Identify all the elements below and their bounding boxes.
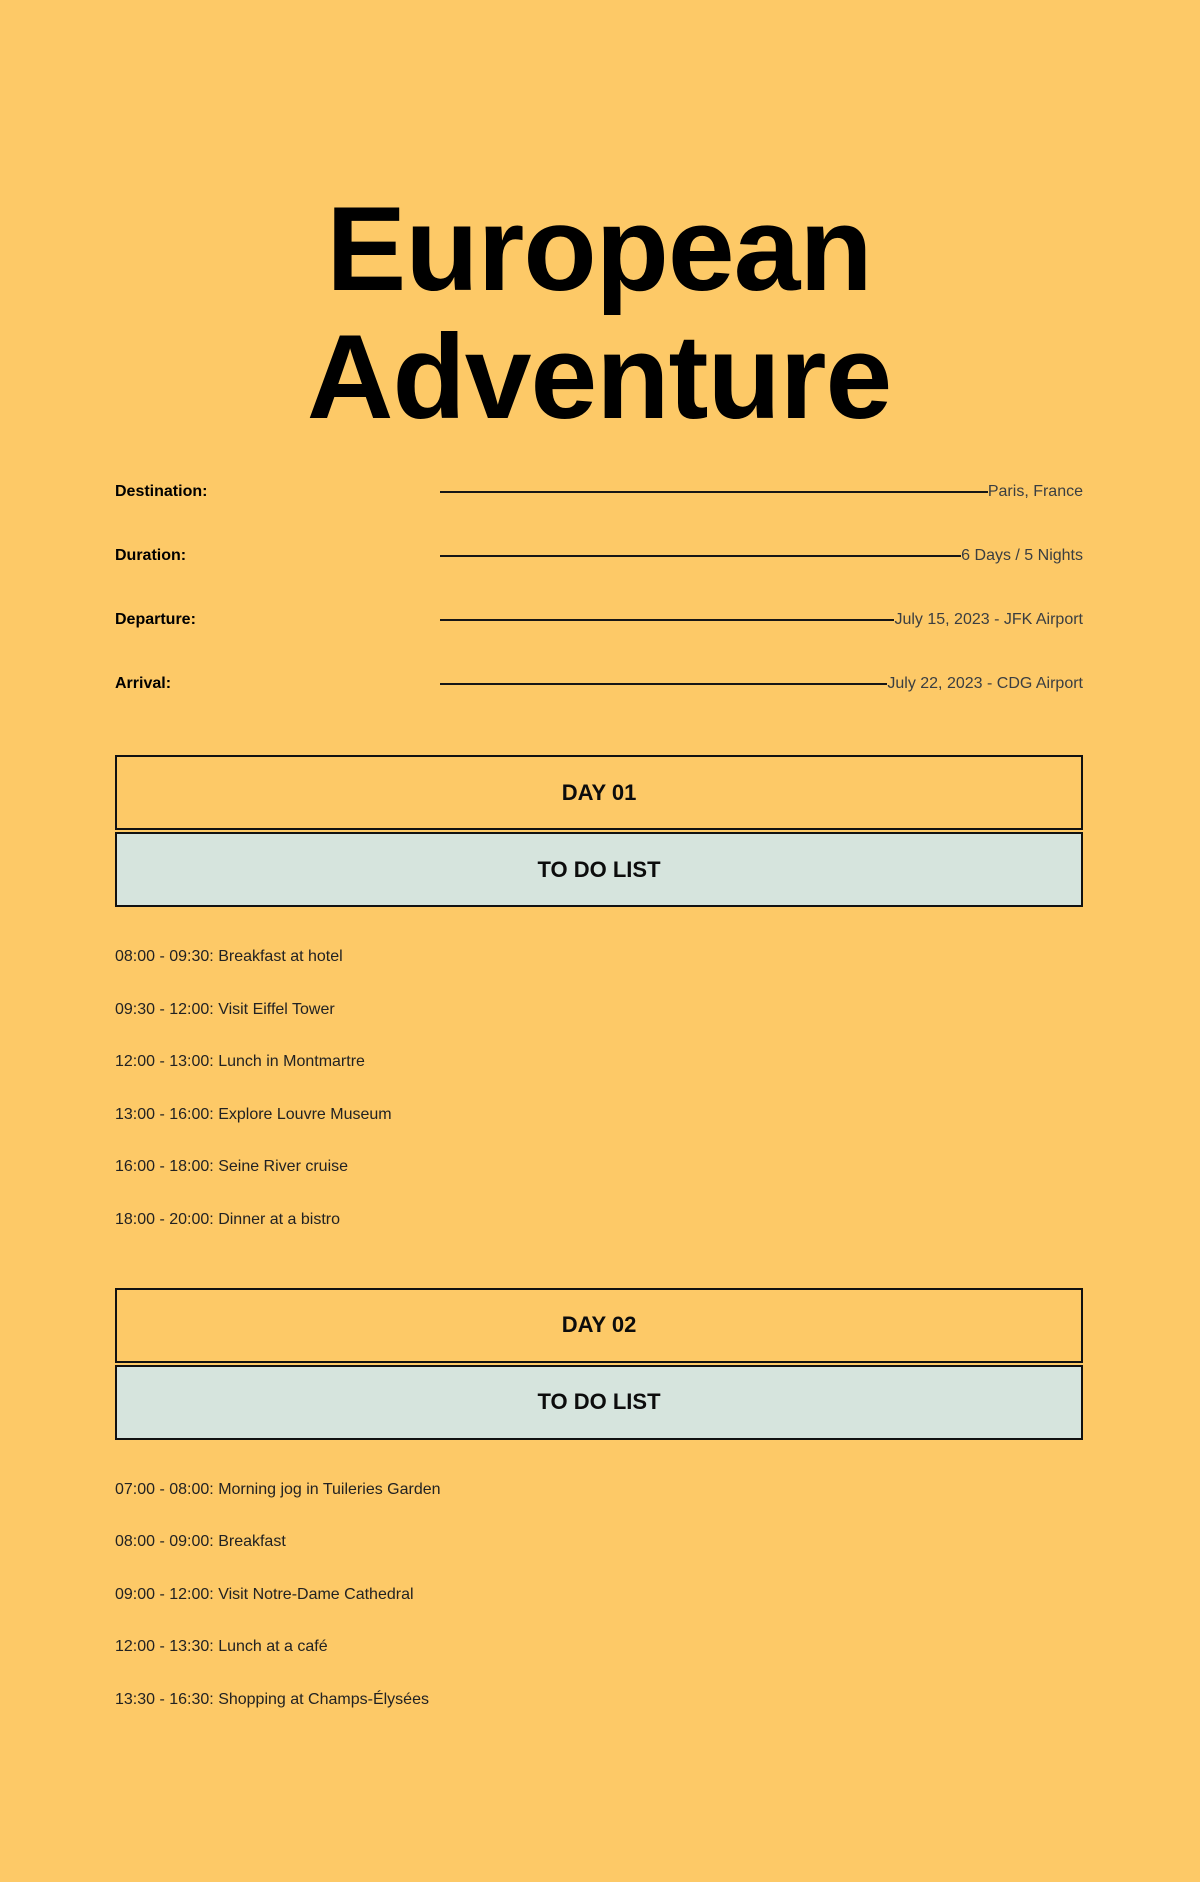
todo-item: 12:00 - 13:30: Lunch at a café — [115, 1638, 328, 1655]
itinerary-page — [0, 182, 1200, 1882]
day-02-section — [115, 1288, 1083, 1712]
todo-item: 18:00 - 20:00: Dinner at a bistro — [115, 1210, 341, 1228]
fill-in-line — [440, 491, 988, 493]
trip-field-label: Arrival: — [115, 675, 172, 692]
todo-item: 09:00 - 12:00: Visit Notre-Dame Cathedral — [115, 1585, 414, 1603]
trip-field-value: 6 Days / 5 Nights — [961, 547, 1083, 564]
trip-field-destination — [115, 480, 1083, 504]
fill-in-line — [440, 683, 887, 685]
day-01-title-box — [115, 755, 1083, 830]
trip-field-value: July 15, 2023 - JFK Airport — [894, 611, 1083, 628]
day-01-title: DAY 01 — [561, 779, 637, 805]
fill-in-line — [440, 619, 894, 621]
trip-field-label: Destination: — [115, 483, 208, 500]
trip-field-value: July 22, 2023 - CDG Airport — [887, 675, 1083, 692]
page-title — [115, 182, 1083, 444]
day-01-todo-header-label: TO DO LIST — [537, 856, 661, 882]
day-01-todo-list — [115, 945, 1083, 1232]
trip-field-duration — [115, 544, 1083, 568]
todo-item: 07:00 - 08:00: Morning jog in Tuileries Garden — [115, 1480, 441, 1498]
todo-item: 09:30 - 12:00: Visit Eiffel Tower — [115, 1000, 335, 1018]
day-02-title-box — [115, 1288, 1083, 1363]
page-title-line-1: European — [326, 182, 872, 316]
todo-item: 13:30 - 16:30: Shopping at Champs-Élysées — [115, 1690, 429, 1708]
todo-item: 13:00 - 16:00: Explore Louvre Museum — [115, 1105, 392, 1123]
day-02-todo-header-label: TO DO LIST — [537, 1389, 661, 1414]
todo-item: 16:00 - 18:00: Seine River cruise — [115, 1158, 349, 1175]
day-02-title: DAY 02 — [561, 1312, 637, 1337]
todo-item: 08:00 - 09:30: Breakfast at hotel — [115, 948, 343, 965]
day-02-todo-list — [115, 1478, 1083, 1712]
trip-field-arrival — [115, 672, 1083, 696]
fill-in-line — [440, 555, 961, 557]
day-01-todo-header — [115, 832, 1083, 907]
todo-item: 12:00 - 13:00: Lunch in Montmartre — [115, 1053, 365, 1070]
day-01-section — [115, 755, 1083, 1232]
page-title-line-2: Adventure — [306, 310, 892, 444]
day-02-todo-header — [115, 1365, 1083, 1440]
todo-item: 08:00 - 09:00: Breakfast — [115, 1533, 286, 1550]
trip-field-label: Duration: — [115, 547, 187, 564]
trip-info-section — [115, 480, 1083, 696]
trip-field-value: Paris, France — [987, 483, 1083, 500]
trip-field-departure — [115, 608, 1083, 632]
trip-field-label: Departure: — [115, 611, 196, 628]
